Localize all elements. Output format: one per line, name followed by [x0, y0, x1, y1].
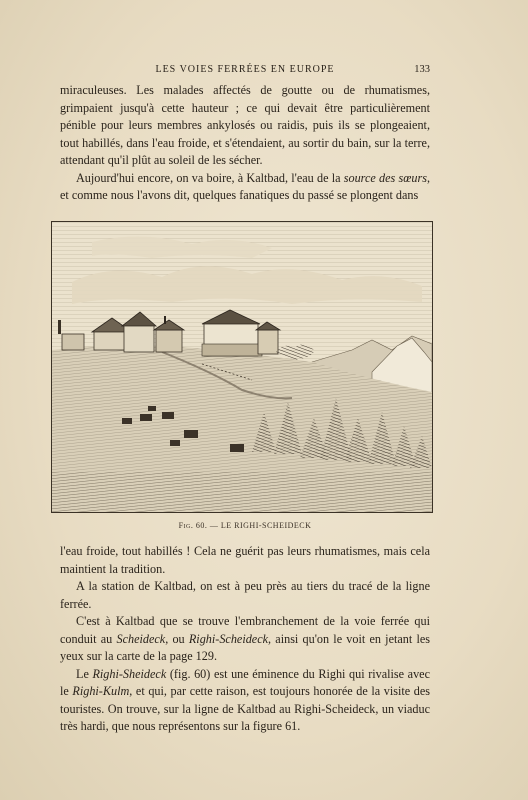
paragraph-2-text-b: , et comme nous l'avons dit, quelques fanatiques du passé se plongent dans — [60, 170, 430, 202]
bottom-text-block — [60, 543, 430, 736]
righi-scheideck-emphasis: Righi-Scheideck — [188, 631, 269, 646]
paragraph-6 — [60, 666, 430, 736]
paragraph-6-text-a: Le — [76, 666, 93, 681]
figure-title: LE RIGHI-SCHEIDECK — [220, 521, 312, 530]
foreground-hatching — [52, 472, 432, 512]
page-header — [60, 64, 430, 80]
paragraph-5-text-b: , ou — [165, 631, 189, 646]
paragraph-1: miraculeuses. Les malades affectés de goutte ou de rhumatismes, grimpaient jusqu'à cette hauteur ; ce qui devait être particulièrement pénible pour leurs membres ankylosés ou raidis, puis ils se plongeaient, tout habillés, dans l'eau froide, et s'étendaient, au sortir du bain, sur la terre, attendant qu'il plût au soleil de les sécher. — [60, 83, 430, 167]
paragraph-3: l'eau froide, tout habillés ! Cela ne guérit pas leurs rhumatismes, mais cela maintient la tradition. — [60, 544, 430, 576]
righi-kulm-emphasis: Righi-Kulm — [72, 684, 130, 698]
figure-caption — [60, 521, 430, 530]
figure-label: Fig. 60. — [178, 521, 208, 530]
paragraph-5-text-a: C'est à Kaltbad que se trouve l'embranchement de la voie ferrée qui conduit au — [60, 614, 430, 646]
running-title: LES VOIES FERRÉES EN EUROPE — [155, 64, 335, 75]
page-number: 133 — [414, 64, 430, 75]
caption-dash: — — [209, 521, 219, 530]
source-des-soeurs-emphasis: source des sœurs — [343, 170, 427, 185]
paragraph-6-text-b: (fig. 60) est une éminence du Righi qui rivalise avec le — [60, 666, 431, 698]
paragraph-5-text-c: , ainsi qu'on le voit en jetant les yeux sur la carte de la page 129. — [60, 631, 431, 663]
engraving-illustration — [52, 222, 432, 512]
top-text-block — [60, 82, 430, 205]
scheideck-emphasis: Scheideck — [116, 631, 166, 646]
paragraph-2 — [60, 170, 430, 205]
engraving-righi-scheideck — [51, 221, 433, 513]
paragraph-6-text-c: , et qui, par cette raison, est toujours honorée de la visite des touristes. On trouve, sur la ligne de Kaltbad au Righi-Scheideck, un viaduc très hardi, que nous représentons sur la figure 61. — [60, 684, 431, 733]
paragraph-5 — [60, 613, 430, 666]
paragraph-2-text-a: Aujourd'hui encore, on va boire, à Kaltbad, l'eau de la — [76, 170, 344, 185]
righi-sheideck-emphasis: Righi-Sheideck — [92, 666, 167, 681]
paragraph-4: A la station de Kaltbad, on est à peu près au tiers du tracé de la ligne ferrée. — [60, 579, 430, 611]
